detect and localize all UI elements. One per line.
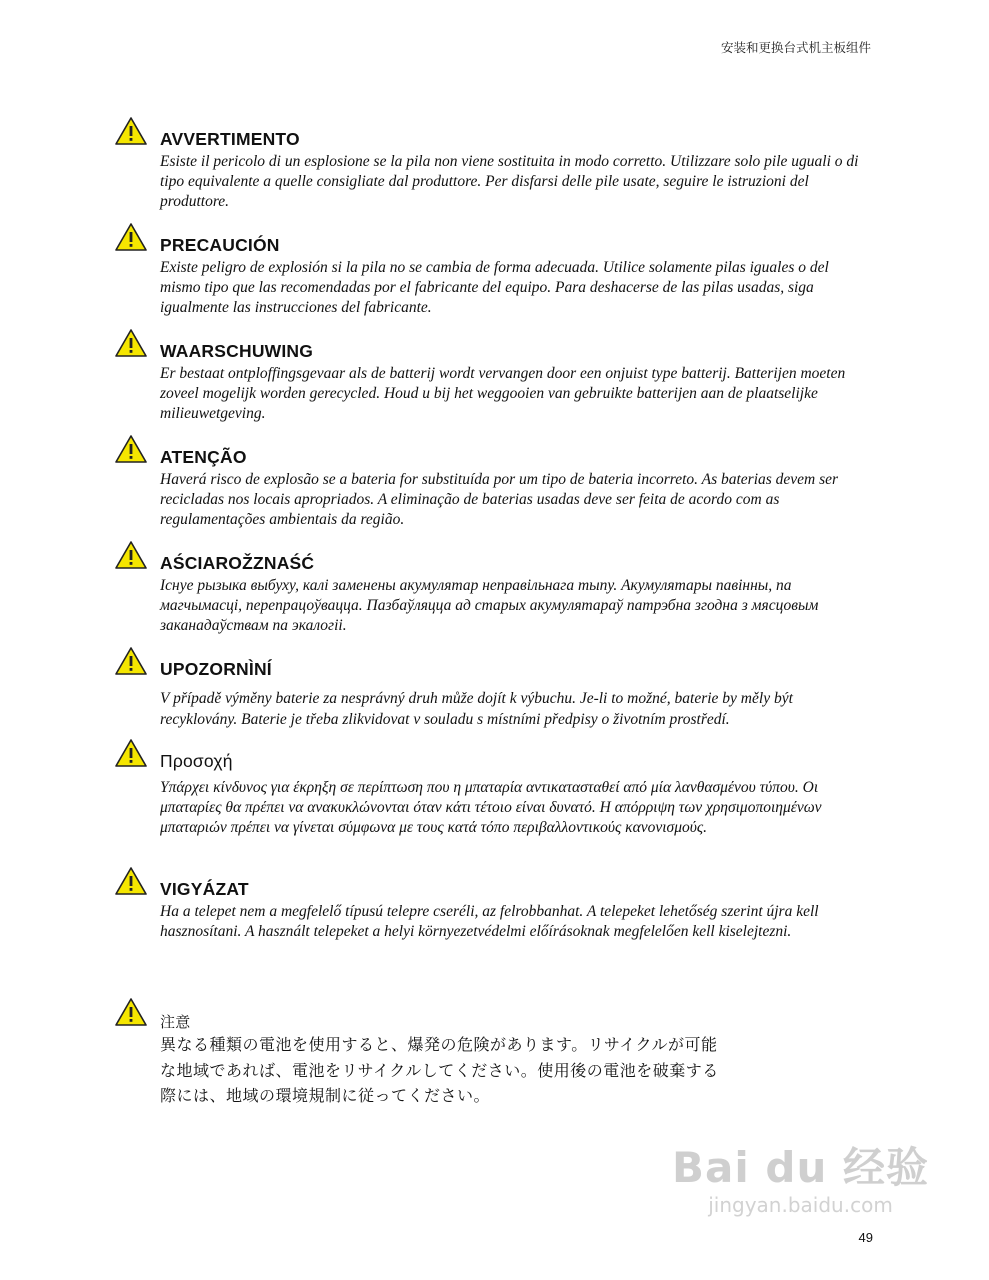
warning-title: 注意 <box>160 1014 191 1031</box>
page-number: 49 <box>858 1230 873 1245</box>
warning-triangle-icon <box>114 646 148 676</box>
watermark-url: jingyan.baidu.com <box>708 1193 893 1217</box>
warning-triangle-icon <box>114 997 148 1027</box>
warning-body: Існуе рызыка выбуху, калі заменены акумулятар неправільнага тыпу. Акумулятары павінны, па магчымасці, перепрацоўвацца. Пазбаўляцца ад старых акумулятараў патрэбна згодна з мясцовым заканадаўствам па экалогіі. <box>160 577 819 634</box>
warning-triangle-icon <box>114 434 148 464</box>
warning-body: Er bestaat ontploffingsgevaar als de batterij wordt vervangen door een onjuist type batterij. Batterijen moeten zoveel mogelijk worden gerecycled. Houd u bij het weggooien van gebruikte batterijen aan de plaatselijke milieuwetgeving. <box>160 365 846 422</box>
warning-body: 異なる種類の電池を使用すると、爆発の危険があります。リサイクルが可能な地域であれば、電池をリサイクルしてください。使用後の電池を破棄する際には、地域の環境規制に従ってください。 <box>160 1035 719 1105</box>
warning-triangle-icon <box>114 540 148 570</box>
warning-triangle-icon <box>114 222 148 252</box>
warning-title: VIGYÁZAT <box>160 879 249 899</box>
running-header: 安装和更换台式机主板组件 <box>720 40 871 55</box>
warning-triangle-icon <box>114 116 148 146</box>
warning-title: AŚCIAROŽZNAŚĆ <box>160 553 315 573</box>
warning-title: PRECAUCIÓN <box>160 235 280 255</box>
warning-title: Προσοχή <box>160 751 233 771</box>
warning-triangle-icon <box>114 328 148 358</box>
warning-title: UPOZORNÌNÍ <box>160 659 272 679</box>
warning-body: Haverá risco de explosão se a bateria for substituída por um tipo de bateria incorreto. As baterias devem ser recicladas nos locais apropriados. A eliminação de baterias usadas deve ser feita de acordo com as regulamentações ambientais da região. <box>160 471 839 528</box>
warning-title: AVVERTIMENTO <box>160 129 300 149</box>
warning-body: Esiste il pericolo di un esplosione se la pila non viene sostituita in modo corretto. Utilizzare solo pile uguali o di tipo equivalente a quelle consigliate dal produttore. Per disfarsi delle pile usate, seguire le istruzioni del produttore. <box>160 153 859 210</box>
warning-title: WAARSCHUWING <box>160 341 314 361</box>
warning-body: Existe peligro de explosión si la pila no se cambia de forma adecuada. Utilice solamente pilas iguales o del mismo tipo que las recomendadas por el fabricante del equipo. Para deshacerse de las pilas usadas, siga igualmente las instrucciones del fabricante. <box>160 259 829 316</box>
baidu-watermark <box>672 1135 929 1217</box>
warning-title: ATENÇÃO <box>160 447 247 467</box>
warning-triangle-icon <box>114 738 148 768</box>
watermark-logo: Bai du 经验 <box>672 1143 929 1192</box>
warning-body: V případě výměny baterie za nesprávný druh může dojít k výbuchu. Je-li to možné, baterie by měly být recyklovány. Baterie je třeba zlikvidovat v souladu s místními předpisy o životním prostředí. <box>160 690 793 728</box>
warning-body: Ha a telepet nem a megfelelő típusú telepre cseréli, az felrobbanhat. A telepeket lehetőség szerint újra kell hasznosítani. A használt telepeket a helyi környezetvédelmi előírásoknak megfelelően kell kiselejtezni. <box>160 903 819 940</box>
warning-body: Υπάρχει κίνδυνος για έκρηξη σε περίπτωση που η μπαταρία αντικατασταθεί από μία λανθασμένου τύπου. Οι μπαταρίες θα πρέπει να ανακυκλώνονται όταν κάτι τέτοιο είναι δυνατό. Η απόρριψη των χρησιμοποιημένων μπαταριών πρέπει να γίνεται σύμφωνα με τους κατά τόπο περιβαλλοντικούς κανονισμούς. <box>160 779 822 836</box>
warning-triangle-icon <box>114 866 148 896</box>
